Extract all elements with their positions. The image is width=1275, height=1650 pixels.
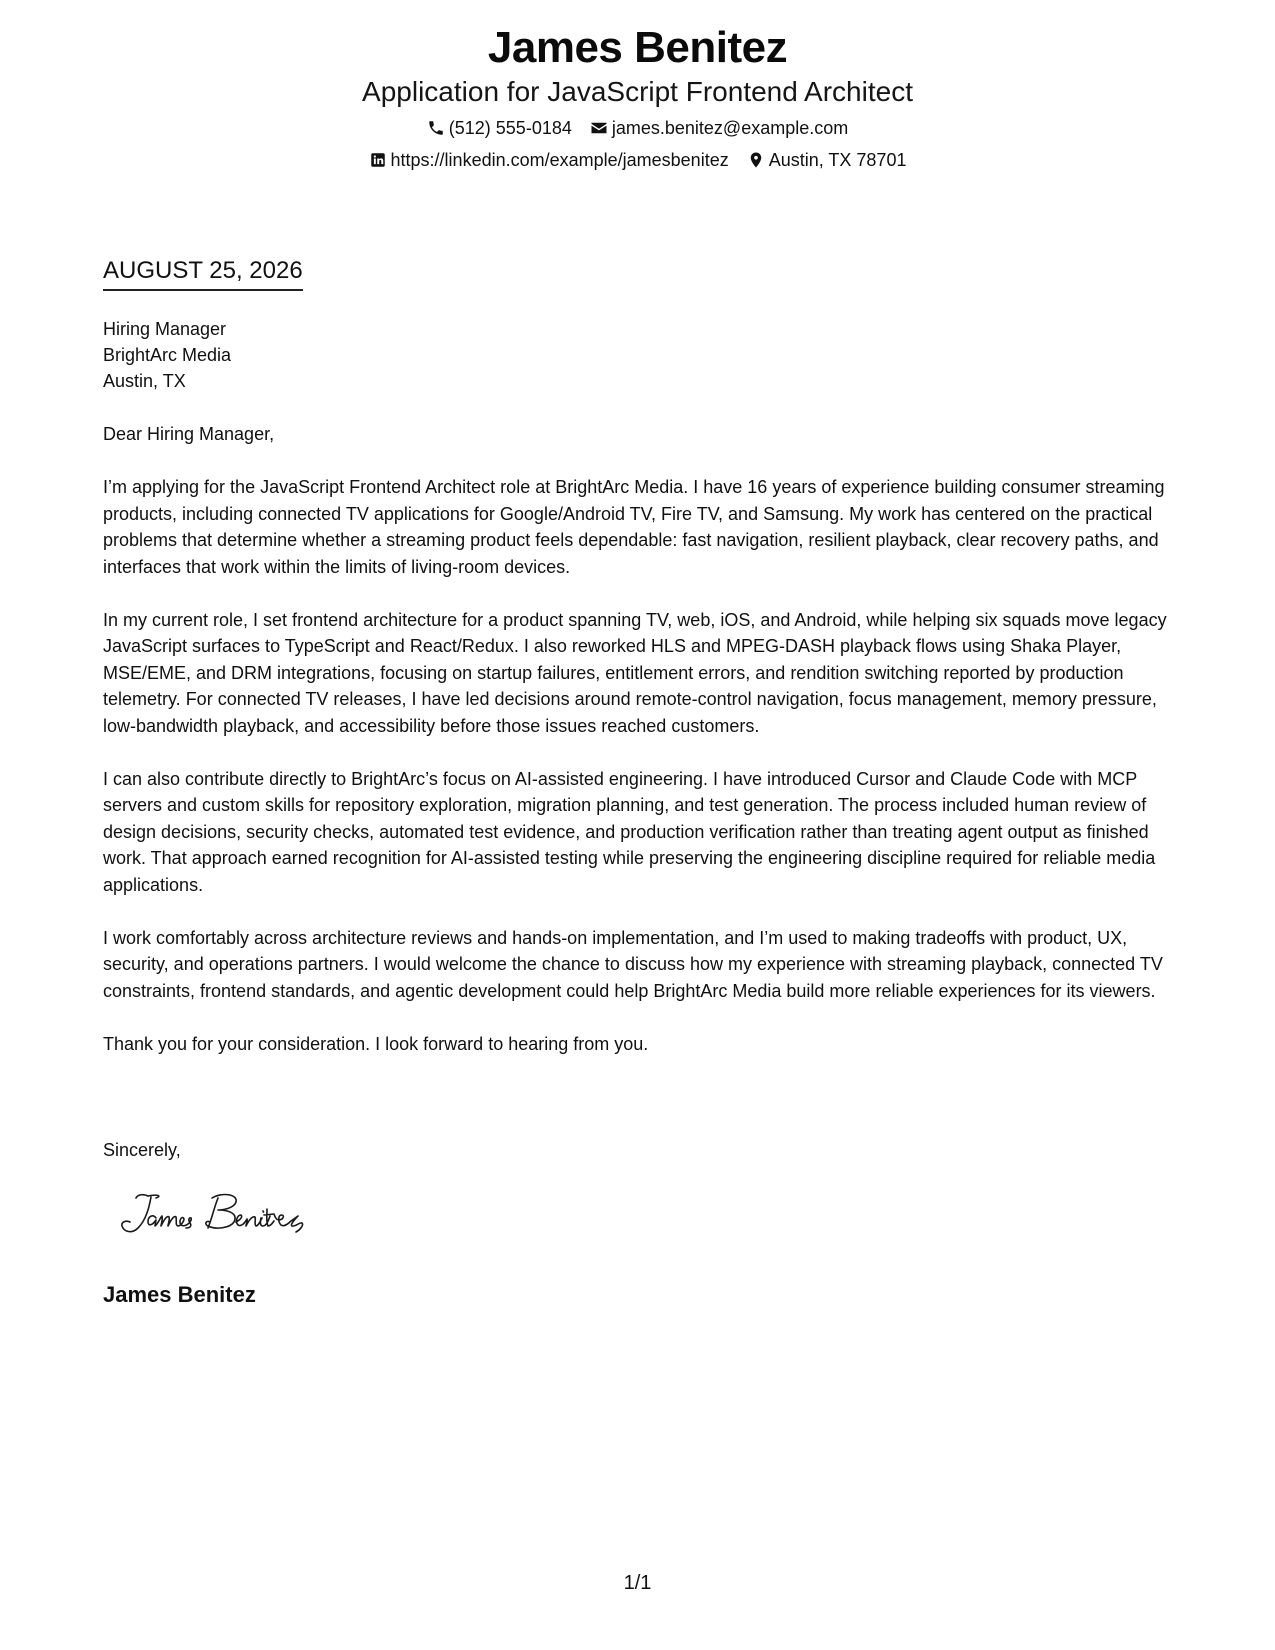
email-contact	[590, 116, 848, 140]
linkedin-contact	[369, 148, 729, 172]
phone-number: (512) 555-0184	[448, 118, 572, 138]
phone-icon	[427, 119, 445, 137]
body-paragraph-2: In my current role, I set frontend architecture for a product spanning TV, web, iOS, and Android, while helping six squads move legacy JavaScript surfaces to TypeScript and React/Redux. I also reworked HLS and MPEG-DASH playback flows using Shaka Player, MSE/EME, and DRM integrations, focusing on startup failures, entitlement errors, and rendition switching reported by production telemetry. For connected TV releases, I have led decisions around remote-control navigation, focus management, memory pressure, low-bandwidth playback, and accessibility before those issues reached customers.	[103, 609, 1167, 736]
body-paragraph-3: I can also contribute directly to BrightArc’s focus on AI-assisted engineering. I have introduced Cursor and Claude Code with MCP servers and custom skills for repository exploration, migration planning, and test generation. The process included human review of design decisions, security checks, automated test evidence, and production verification rather than treating agent output as finished work. That approach earned recognition for AI-assisted testing while preserving the engineering discipline required for reliable media applications.	[103, 768, 1156, 895]
recipient-location: Austin, TX	[103, 371, 186, 391]
page-number: 1/1	[623, 1572, 652, 1594]
email-address: james.benitez@example.com	[611, 118, 849, 138]
contact-row-2	[0, 148, 1275, 172]
letter-header	[0, 22, 1275, 172]
applicant-name: James Benitez	[487, 23, 788, 72]
location-text: Austin, TX 78701	[768, 150, 907, 170]
salutation: Dear Hiring Manager,	[103, 424, 275, 444]
body-paragraph-1: I’m applying for the JavaScript Frontend Architect role at BrightArc Media. I have 16 years of experience building consumer streaming products, including connected TV applications for Google/Android TV, Fire TV, and Samsung. My work has centered on the practical problems that determine whether a streaming product feels dependable: fast navigation, resilient playback, clear recovery paths, and interfaces that work within the limits of living-room devices.	[103, 477, 1165, 577]
signer-name: James Benitez	[103, 1282, 256, 1307]
letter-body	[103, 421, 1183, 1084]
recipient-title: Hiring Manager	[103, 319, 227, 339]
body-paragraph-4: I work comfortably across architecture reviews and hands-on implementation, and I’m used to making tradeoffs with product, UX, security, and operations partners. I would welcome the chance to discuss how my experience with streaming playback, connected TV constraints, frontend standards, and agentic development could help BrightArc Media build more reliable experiences for its viewers.	[103, 927, 1163, 1001]
linkedin-icon	[369, 151, 387, 169]
envelope-icon	[590, 119, 608, 137]
contact-row-1	[0, 116, 1275, 140]
recipient-block	[103, 316, 231, 394]
handwritten-signature	[118, 1184, 358, 1240]
linkedin-url: https://linkedin.com/example/jamesbenitez	[390, 150, 729, 170]
letter-date: AUGUST 25, 2026	[103, 256, 303, 291]
application-title: Application for JavaScript Frontend Architect	[362, 76, 913, 107]
closing: Sincerely,	[103, 1140, 181, 1160]
recipient-company: BrightArc Media	[103, 345, 232, 365]
body-paragraph-5: Thank you for your consideration. I look forward to hearing from you.	[103, 1033, 649, 1054]
location-contact	[747, 148, 907, 172]
map-marker-icon	[747, 151, 765, 169]
phone-contact	[427, 116, 572, 140]
